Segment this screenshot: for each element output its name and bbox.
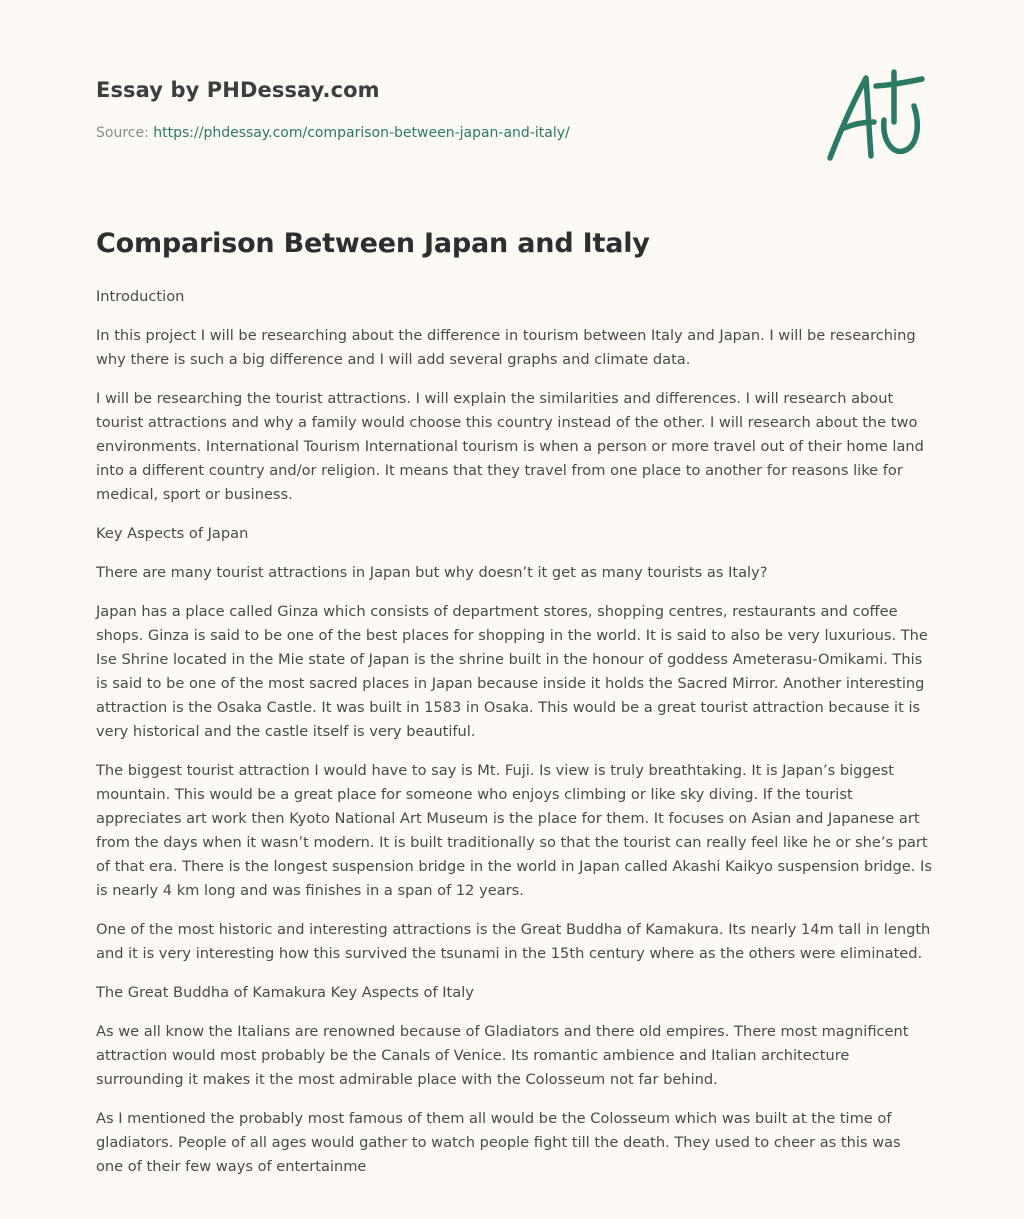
essay-paragraph: Introduction — [96, 288, 185, 305]
essay-paragraph: The Great Buddha of Kamakura Key Aspects of Italy — [96, 984, 474, 1001]
source-label: Source: — [96, 125, 149, 141]
brand-title: Essay by PHDessay.com — [96, 78, 380, 102]
essay-paragraph: Key Aspects of Japan — [96, 525, 249, 542]
a-plus-grade-icon — [822, 66, 930, 166]
source-line — [96, 123, 796, 143]
source-link[interactable]: https://phdessay.com/comparison-between-japan-and-italy/ — [153, 125, 570, 141]
essay-paragraph: The biggest tourist attraction I would have to say is Mt. Fuji. Is view is truly breathtaking. It is Japan’s biggest mountain. This would be a great place for someone who enjoys climbing or like sky diving. If the tourist appreciates art work then Kyoto National Art Museum is the place for them. It focuses on Asian and Japanese art from the days when it wasn’t modern. It is built traditionally so that the tourist can really feel like he or she’s part of that era. There is the longest suspension bridge in the world in Japan called Akashi Kaikyo suspension bridge. Is is nearly 4 km long and was finishes in a span of 12 years. — [96, 762, 932, 899]
essay-header — [96, 74, 796, 143]
essay-paragraph: One of the most historic and interesting attractions is the Great Buddha of Kamakura. Its nearly 14m tall in length and it is very interesting how this survived the tsunami in the 15th century where as the others were eliminated. — [96, 921, 931, 962]
essay-content — [96, 224, 932, 1194]
essay-paragraph: In this project I will be researching about the difference in tourism between Italy and Japan. I will be researching why there is such a big difference and I will add several graphs and climate data. — [96, 327, 916, 368]
essay-paragraph: As I mentioned the probably most famous of them all would be the Colosseum which was built at the time of gladiators. People of all ages would gather to watch people fight till the death. They used to cheer as this was one of their few ways of entertainme — [96, 1110, 901, 1175]
essay-paragraph: As we all know the Italians are renowned because of Gladiators and there old empires. There most magnificent attraction would most probably be the Canals of Venice. Its romantic ambience and Italian architecture surrounding it makes it the most admirable place with the Colosseum not far behind. — [96, 1023, 909, 1088]
essay-title: Comparison Between Japan and Italy — [96, 228, 650, 259]
essay-paragraph: Japan has a place called Ginza which consists of department stores, shopping centres, restaurants and coffee shops. Ginza is said to be one of the best places for shopping in the world. It is said to also be very luxurious. The Ise Shrine located in the Mie state of Japan is the shrine built in the honour of goddess Ameterasu-Omikami. This is said to be one of the most sacred places in Japan because inside it holds the Sacred Mirror. Another interesting attraction is the Osaka Castle. It was built in 1583 in Osaka. This would be a great tourist attraction because it is very historical and the castle itself is very beautiful. — [96, 603, 928, 740]
essay-paragraph: I will be researching the tourist attractions. I will explain the similarities and differences. I will research about tourist attractions and why a family would choose this country instead of the other. I will research about the two environments. International Tourism International tourism is when a person or more travel out of their home land into a different country and/or religion. It means that they travel from one place to another for reasons like for medical, sport or business. — [96, 390, 924, 503]
essay-paragraph: There are many tourist attractions in Japan but why doesn’t it get as many tourists as Italy? — [96, 564, 768, 581]
